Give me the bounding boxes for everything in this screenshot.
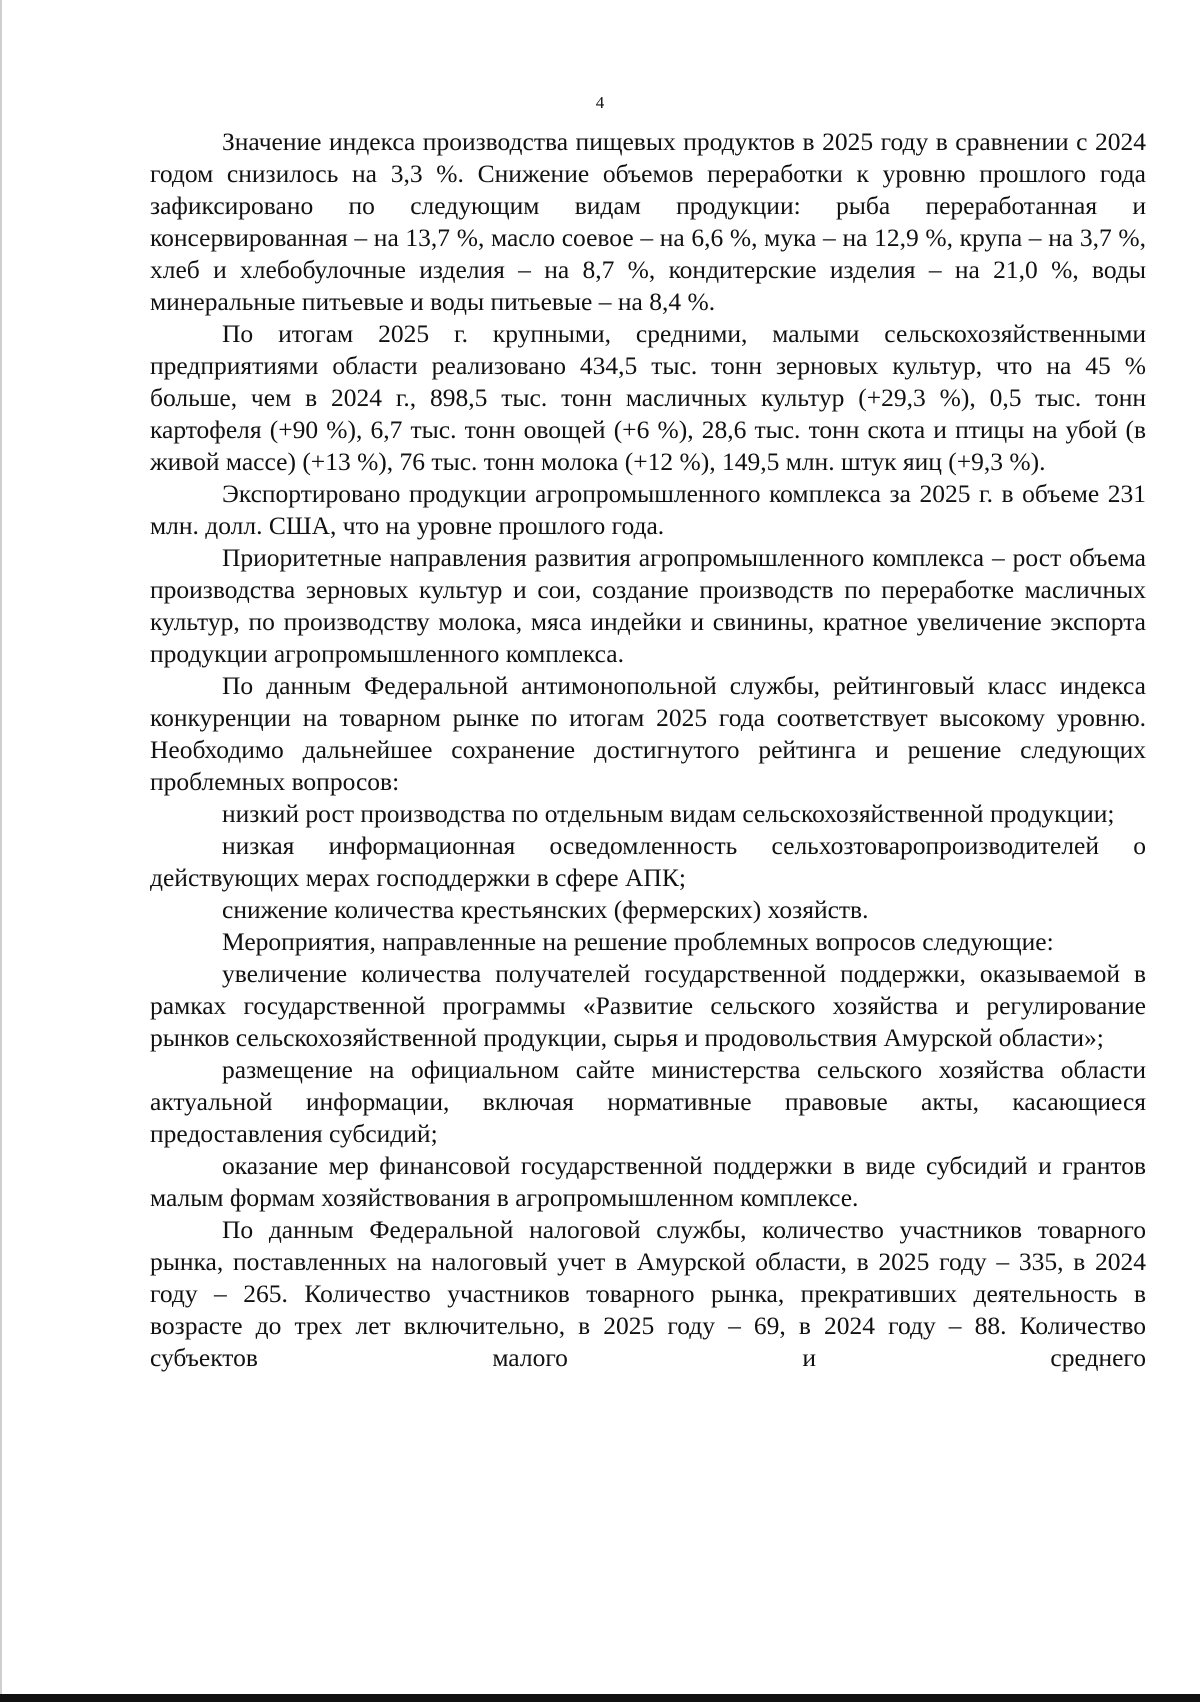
page-number: 4 — [595, 93, 605, 112]
paragraph-agro-export: Экспортировано продукции агропромышленного комплекса за 2025 г. в объеме 231 млн. долл. США, что на уровне прошлого года. — [150, 479, 1146, 540]
measure-item-support-recipients: увеличение количества получателей государственной поддержки, оказываемой в рамках государственной программы «Развитие сельского хозяйства и регулирование рынков сельскохозяйственной продукции, сырья и продовольствия Амурской области»; — [150, 959, 1146, 1052]
paragraph-competition-index: По данным Федеральной антимонопольной службы, рейтинговый класс индекса конкуренции на товарном рынке по итогам 2025 года соответствует высокому уровню. Необходимо дальнейшее сохранение достигнутого рейтинга и решение следующих проблемных вопросов: — [150, 671, 1146, 796]
page-bottom-edge — [0, 1694, 1200, 1702]
paragraph-priority-directions: Приоритетные направления развития агропромышленного комплекса – рост объема производства зерновых культур и сои, создание производств по переработке масличных культур, по производству молока, мяса индейки и свинины, кратное увеличение экспорта продукции агропромышленного комплекса. — [150, 543, 1146, 668]
page-left-edge — [0, 0, 2, 1702]
measure-item-website-info: размещение на официальном сайте министерства сельского хозяйства области актуальной информации, включая нормативные правовые акты, касающиеся предоставления субсидий; — [150, 1055, 1146, 1148]
paragraph-agricultural-sales: По итогам 2025 г. крупными, средними, малыми сельскохозяйственными предприятиями области реализовано 434,5 тыс. тонн зерновых культур, что на 45 % больше, чем в 2024 г., 898,5 тыс. тонн масличных культур (+29,3 %), 0,5 тыс. тонн картофеля (+90 %), 6,7 тыс. тонн овощей (+6 %), 28,6 тыс. тонн скота и птицы на убой (в живой массе) (+13 %), 76 тыс. тонн молока (+12 %), 149,5 млн. штук яиц (+9,3 %). — [150, 319, 1146, 476]
measure-item-financial-support: оказание мер финансовой государственной поддержки в виде субсидий и грантов малым формам хозяйствования в агропромышленном комплексе. — [150, 1151, 1146, 1212]
document-body — [150, 126, 1146, 1374]
problem-item-farm-decline: снижение количества крестьянских (фермерских) хозяйств. — [222, 895, 869, 924]
problem-item-low-growth: низкий рост производства по отдельным видам сельскохозяйственной продукции; — [222, 799, 1115, 828]
paragraph-tax-service-data: По данным Федеральной налоговой службы, количество участников товарного рынка, поставленных на налоговый учет в Амурской области, в 2025 году – 335, в 2024 году – 265. Количество участников товарного рынка, прекративших деятельность в возрасте до трех лет включительно, в 2025 году – 69, в 2024 году – 88. Количество субъектов малого и среднего — [150, 1215, 1146, 1372]
paragraph-food-production-index: Значение индекса производства пищевых продуктов в 2025 году в сравнении с 2024 годом снизилось на 3,3 %. Снижение объемов переработки к уровню прошлого года зафиксировано по следующим видам продукции: рыба переработанная и консервированная – на 13,7 %, масло соевое – на 6,6 %, мука – на 12,9 %, крупа – на 3,7 %, хлеб и хлебобулочные изделия – на 8,7 %, кондитерские изделия – на 21,0 %, воды минеральные питьевые и воды питьевые – на 8,4 %. — [150, 127, 1146, 316]
problem-item-low-awareness: низкая информационная осведомленность сельхозтоваропроизводителей о действующих мерах господдержки в сфере АПК; — [150, 831, 1146, 892]
paragraph-measures-intro: Мероприятия, направленные на решение проблемных вопросов следующие: — [222, 927, 1054, 956]
